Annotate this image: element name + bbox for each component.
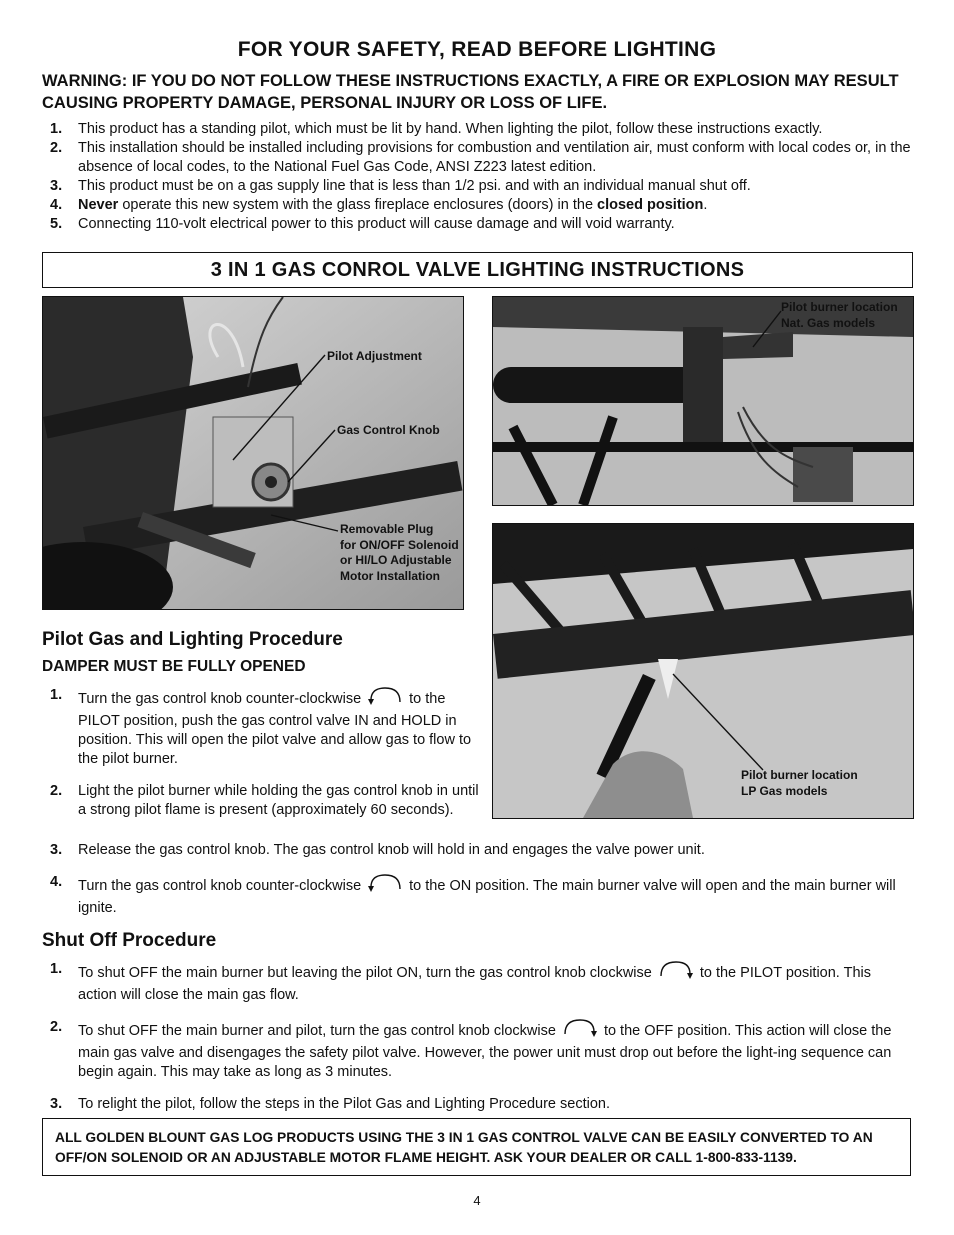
removable-plug-label — [340, 522, 459, 584]
safety-title: FOR YOUR SAFETY, READ BEFORE LIGHTING — [237, 38, 717, 61]
list-item — [42, 873, 912, 918]
item-text: To relight the pilot, follow the steps in the Pilot Gas and Lighting Procedure section. — [78, 1096, 610, 1112]
list-item — [42, 1095, 912, 1114]
list-item — [42, 196, 912, 215]
item-number: 1. — [50, 687, 63, 703]
item-text: to the OFF position. This action will close the main gas valve and disengages the safety pilot valve. However, the power unit must drop out before the light-ing sequence can begin again. This may take as long as 3 minutes. — [78, 1022, 892, 1080]
list-item — [42, 139, 912, 177]
item-text: To shut OFF the main burner but leaving the pilot ON, turn the gas control knob clockwise — [78, 964, 652, 981]
lp-gas-photo — [492, 523, 914, 819]
list-item — [42, 1018, 912, 1082]
caption-line: LP Gas models — [741, 783, 828, 798]
safety-list — [42, 120, 912, 234]
item-number: 2. — [50, 140, 63, 156]
list-item — [42, 686, 482, 769]
caption-line: Nat. Gas models — [781, 315, 876, 330]
item-number: 1. — [50, 961, 63, 977]
nat-gas-caption — [781, 300, 898, 331]
item-bold-lead: Never — [78, 197, 119, 213]
item-number: 3. — [50, 1096, 63, 1112]
warning-label: WARNING: — [42, 72, 128, 90]
item-number: 3. — [50, 178, 63, 194]
caption-line: Pilot burner location — [781, 300, 898, 314]
warning-body: IF YOU DO NOT FOLLOW THESE INSTRUCTIONS EXACTLY, A FIRE OR EXPLOSION MAY RESULT CAUSING PROPERTY DAMAGE, PERSONAL INJURY OR LOSS OF LIFE. — [42, 72, 899, 112]
list-item — [42, 215, 912, 234]
pilot-steps — [42, 686, 482, 820]
item-text: This product has a standing pilot, which must be lit by hand. When lighting the pilot, follow these instructions exactly. — [78, 121, 823, 137]
shutoff-steps — [42, 960, 912, 1114]
caption-line: or HI/LO Adjustable — [340, 553, 452, 567]
pilot-steps-continued — [42, 841, 912, 918]
item-number: 1. — [50, 121, 63, 137]
list-item — [42, 960, 912, 1005]
nat-gas-photo — [492, 296, 914, 506]
item-number: 4. — [50, 874, 63, 890]
item-number: 2. — [50, 783, 63, 799]
item-text: To shut OFF the main burner and pilot, turn the gas control knob clockwise — [78, 1022, 556, 1039]
clockwise-icon — [562, 1018, 598, 1044]
caption-line: Pilot burner location — [741, 768, 858, 782]
pilot-subheading: DAMPER MUST BE FULLY OPENED — [42, 658, 306, 675]
caption-line: for ON/OFF Solenoid — [340, 537, 459, 552]
valve-photo — [42, 296, 464, 610]
item-text: operate this new system with the glass fireplace enclosures (doors) in the — [118, 197, 598, 213]
item-text: This installation should be installed including provisions for combustion and ventilation air, must conform with local codes or, in the absence of local codes, to the National Fuel Gas Code, ANSI Z223 latest edition. — [78, 140, 911, 175]
item-text: This product must be on a gas supply line that is less than 1/2 psi. and with an individual manual shut off. — [78, 178, 751, 194]
item-text: Release the gas control knob. The gas control knob will hold in and engages the valve power unit. — [78, 842, 705, 858]
list-item — [42, 841, 912, 860]
item-text: to the ON position. The main burner valve will open and the main burner will ignite. — [78, 877, 896, 916]
item-number: 4. — [50, 197, 63, 213]
counter-clockwise-icon — [367, 686, 403, 712]
pilot-adjustment-label: Pilot Adjustment — [327, 349, 422, 363]
lp-gas-caption — [741, 768, 858, 799]
caption-line: Motor Installation — [340, 568, 440, 583]
item-number: 2. — [50, 1019, 63, 1035]
list-item — [42, 177, 912, 196]
item-text: Connecting 110-volt electrical power to this product will cause damage and will void warranty. — [78, 216, 675, 232]
valve-instructions-title: 3 IN 1 GAS CONROL VALVE LIGHTING INSTRUCTIONS — [42, 252, 913, 288]
item-text: Turn the gas control knob counter-clockwise — [78, 877, 362, 894]
item-text: Light the pilot burner while holding the gas control knob in until a strong pilot flame is present (approximately 60 seconds). — [78, 783, 479, 818]
page-number: 4 — [473, 1193, 481, 1208]
gas-control-knob-label: Gas Control Knob — [337, 423, 440, 437]
item-text: . — [703, 197, 708, 213]
item-number: 3. — [50, 842, 63, 858]
pilot-heading: Pilot Gas and Lighting Procedure — [42, 629, 343, 650]
clockwise-icon — [658, 960, 694, 986]
item-bold-mid: closed position — [597, 197, 704, 213]
item-text: to the PILOT position. This action will close the main gas flow. — [78, 964, 871, 1003]
item-text: Turn the gas control knob counter-clockwise — [78, 690, 362, 707]
list-item — [42, 120, 912, 139]
conversion-notice: ALL GOLDEN BLOUNT GAS LOG PRODUCTS USING THE 3 IN 1 GAS CONTROL VALVE CAN BE EASILY CONVERTED TO AN OFF/ON SOLENOID OR AN ADJUSTABLE MOTOR FLAME HEIGHT. ASK YOUR DEALER OR CALL 1-800-833-1139. — [42, 1118, 911, 1176]
item-number: 5. — [50, 216, 63, 232]
shutoff-heading: Shut Off Procedure — [42, 930, 217, 951]
caption-line: Removable Plug — [340, 522, 434, 536]
item-text: to the PILOT position, push the gas control valve IN and HOLD in position. This will open the pilot valve and allow gas to flow to the pilot burner. — [78, 690, 472, 767]
list-item — [42, 782, 482, 820]
counter-clockwise-icon — [367, 873, 403, 899]
warning-text — [42, 70, 922, 114]
